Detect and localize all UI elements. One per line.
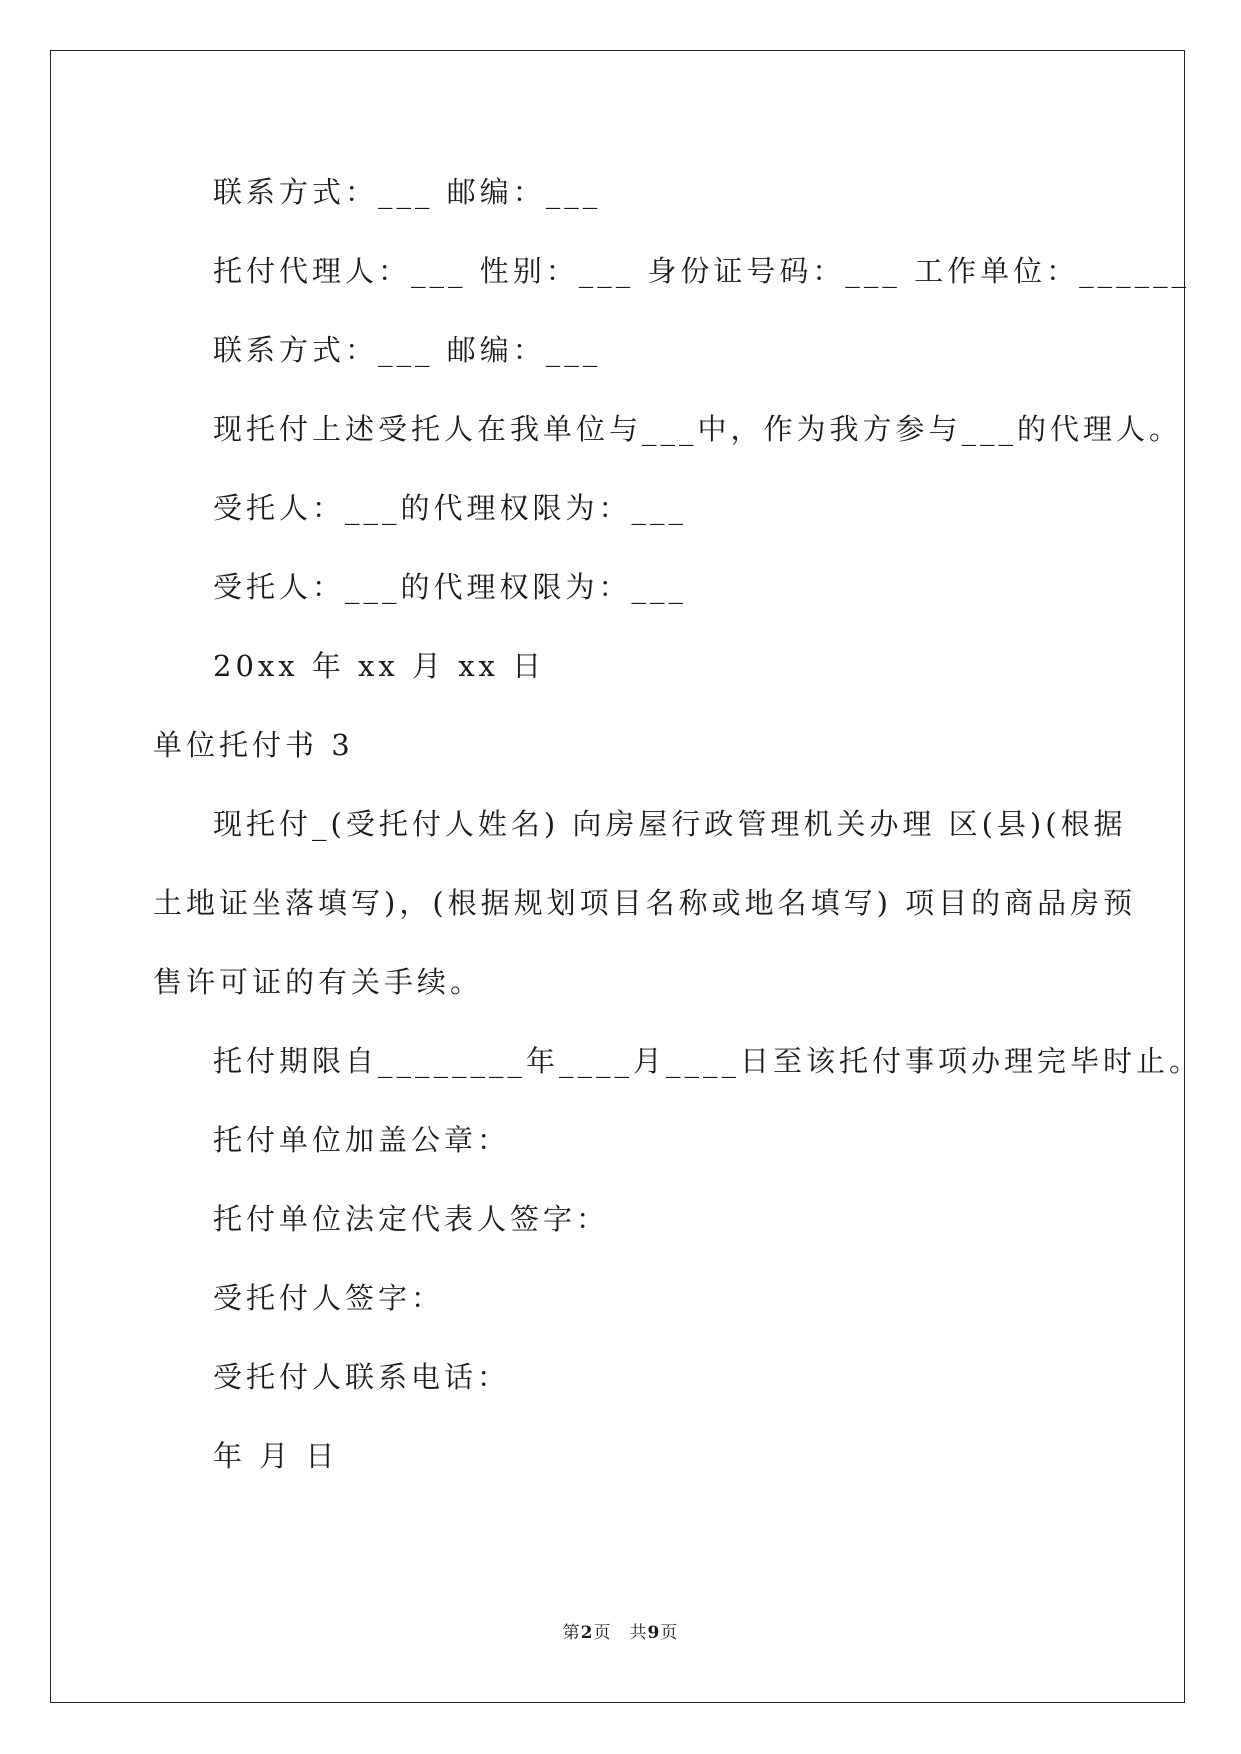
paragraph-line-3: 售许可证的有关手续。 [153, 965, 484, 999]
contact-line-1: 联系方式：___ 邮编：___ [213, 175, 602, 209]
seal-line: 托付单位加盖公章： [213, 1123, 511, 1157]
page-footer [0, 1618, 1241, 1643]
entrust-statement: 现托付上述受托人在我单位与___中，作为我方参与___的代理人。 [213, 412, 1183, 446]
date-line: 20xx 年 xx 月 xx 日 [213, 649, 546, 683]
contact-line-2: 联系方式：___ 邮编：___ [213, 333, 602, 367]
legal-rep-signature-line: 托付单位法定代表人签字： [213, 1202, 610, 1236]
total-suffix: 页 [660, 1623, 679, 1643]
term-line: 托付期限自________年____月____日至该托付事项办理完毕时止。 [213, 1044, 1203, 1078]
agent-authority-2: 受托人：___的代理权限为：___ [213, 570, 688, 604]
signature-date-line: 年 月 日 [213, 1439, 339, 1473]
page-prefix: 第 [562, 1623, 581, 1643]
total-pages: 9 [647, 1623, 661, 1643]
paragraph-line-1: 现托付_(受托付人姓名) 向房屋行政管理机关办理 区(县)(根据 [213, 807, 1127, 841]
agent-authority-1: 受托人：___的代理权限为：___ [213, 491, 688, 525]
section-heading: 单位托付书 3 [153, 728, 354, 762]
agent-info-line: 托付代理人：___ 性别：___ 身份证号码：___ 工作单位：______ [213, 254, 1191, 288]
trustee-phone-line: 受托付人联系电话： [213, 1360, 511, 1394]
total-prefix: 共 [629, 1623, 648, 1643]
page-number: 2 [580, 1623, 594, 1643]
page-suffix: 页 [593, 1623, 612, 1643]
paragraph-line-2: 土地证坐落填写)，(根据规划项目名称或地名填写) 项目的商品房预 [153, 886, 1137, 920]
trustee-signature-line: 受托付人签字： [213, 1281, 445, 1315]
